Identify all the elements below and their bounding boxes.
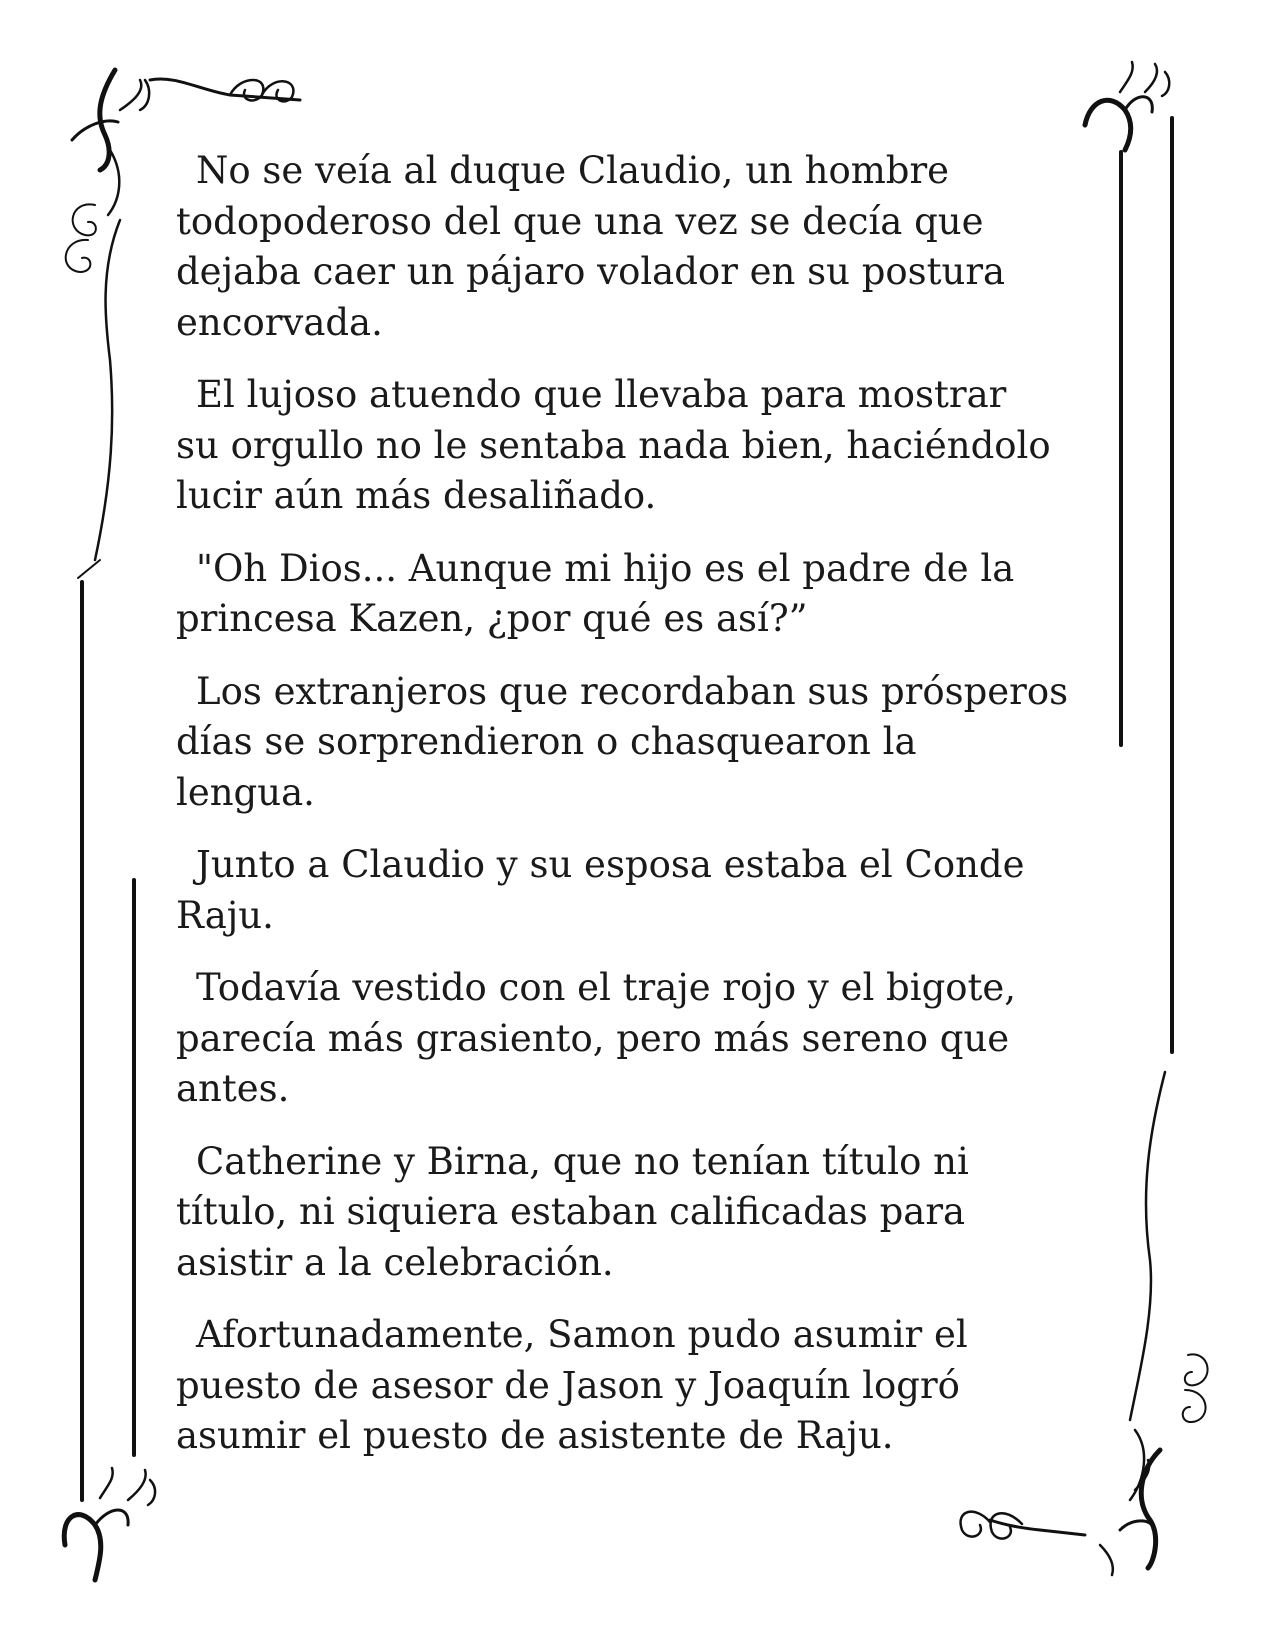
- text-line: El lujoso atuendo que llevaba para mostrar: [196, 373, 1007, 416]
- text-line: "Oh Dios... Aunque mi hijo es el padre de la: [196, 546, 1015, 590]
- paragraph: [176, 370, 1086, 522]
- text-line: lucir aún más desaliñado.: [176, 474, 657, 517]
- text-line: Raju.: [176, 893, 274, 937]
- text-line: lengua.: [176, 770, 315, 814]
- text-line: asumir el puesto de asistente de Raju.: [176, 1414, 894, 1457]
- text-line: asistir a la celebración.: [176, 1240, 614, 1284]
- text-line: Catherine y Birna, que no tenían título ni: [196, 1139, 969, 1183]
- paragraph: [176, 544, 1086, 645]
- text-line: título, ni siquiera estaban calificadas para: [176, 1190, 966, 1233]
- text-line: parecía más grasiento, pero más sereno que: [176, 1016, 1010, 1060]
- text-line: Junto a Claudio y su esposa estaba el Conde: [196, 843, 1025, 886]
- paragraph: [176, 1310, 1086, 1462]
- text-line: Todavía vestido con el traje rojo y el bigote,: [196, 966, 1017, 1009]
- text-line: puesto de asesor de Jason y Joaquín logró: [176, 1363, 960, 1407]
- paragraph: [176, 840, 1086, 941]
- top-right-flourish: [1085, 62, 1169, 150]
- paragraph: [176, 146, 1086, 348]
- paragraph: [176, 963, 1086, 1115]
- text-line: No se veía al duque Claudio, un hombre: [196, 149, 950, 192]
- text-line: encorvada.: [176, 300, 383, 344]
- text-line: princesa Kazen, ¿por qué es así?”: [176, 597, 808, 640]
- text-line: Afortunadamente, Samon pudo asumir el: [196, 1313, 968, 1356]
- bottom-left-flourish: [64, 1468, 155, 1580]
- text-line: su orgullo no le sentaba nada bien, haciéndolo: [176, 423, 1051, 467]
- text-line: antes.: [176, 1067, 290, 1110]
- text-line: días se sorprendieron o chasquearon la: [176, 720, 917, 763]
- text-line: todopoderoso del que una vez se decía que: [176, 199, 984, 243]
- text-line: dejaba caer un pájaro volador en su postura: [176, 250, 1006, 293]
- body-text: [176, 146, 1086, 1484]
- text-line: Los extranjeros que recordaban sus prósperos: [196, 669, 1069, 713]
- paragraph: [176, 1137, 1086, 1289]
- paragraph: [176, 667, 1086, 819]
